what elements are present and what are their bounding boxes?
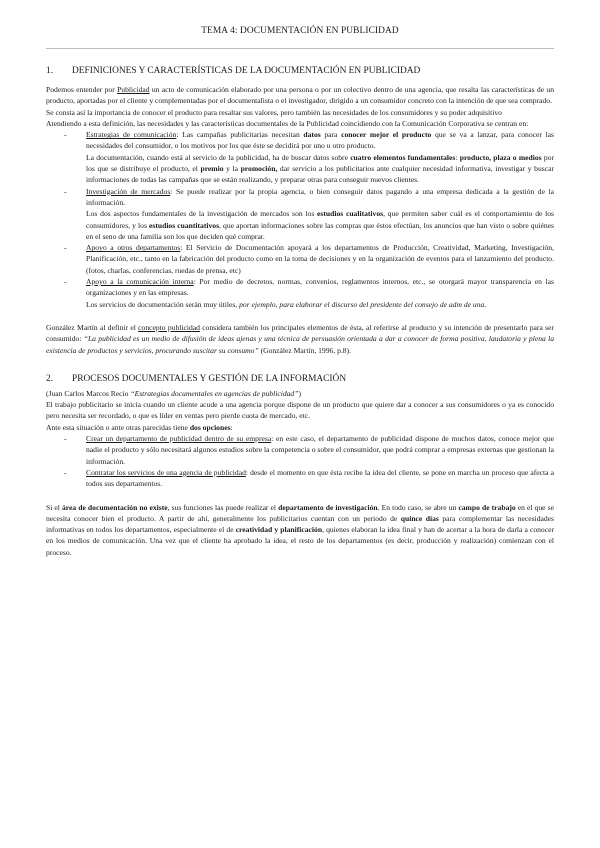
text: por los que se distribuye el producto, el bbox=[86, 152, 554, 174]
text: Ante esta situación o ante otras parecidas tiene bbox=[46, 422, 190, 432]
text: considera también los principales elementos de ésta, al referirse al producto y su intención de presentarlo para ser consumido: bbox=[46, 322, 554, 344]
section-2-closing bbox=[46, 502, 554, 558]
text: producto, plaza o medios bbox=[459, 152, 542, 162]
text: La documentación, cuando está al servicio de la publicidad, ha de buscar datos sobre bbox=[86, 152, 351, 162]
item-heading: Contratar los servicios de una agencia de publicidad bbox=[86, 467, 246, 477]
text: , sus funciones las puede realizar el bbox=[167, 502, 279, 512]
section-1-number: 1. bbox=[46, 66, 54, 76]
text: promoción, bbox=[240, 164, 278, 174]
text: , que permiten saber cuál es el comportamiento de los consumidores, y los bbox=[86, 209, 554, 230]
text: (Juan Carlos Marcos Recio bbox=[46, 388, 131, 398]
list-item-contratar-agencia bbox=[86, 467, 554, 490]
text: , quienes elaboran la idea final y han de acertar a la hora de darla a conocer en los medios de comunicación. Una vez que el cliente ha aprobado la idea, el resto de los departamentos (es decir, producción y realización) comienzan con el proceso. bbox=[46, 525, 554, 557]
text: área de documentación no existe bbox=[61, 502, 168, 512]
section-1-title: DEFINICIONES Y CARACTERÍSTICAS DE LA DOCUMENTACIÓN EN PUBLICIDAD bbox=[72, 66, 421, 76]
text: conocer mejor el producto bbox=[341, 130, 432, 140]
text: que se va a lanzar, para conocer las necesidades del consumidor, o los motivos por los que éste se decidirá por uno u otro producto. bbox=[86, 130, 554, 151]
text: creatividad y planificación bbox=[235, 525, 323, 535]
text: “Estrategias documentales en agencias de publicidad” bbox=[130, 388, 299, 398]
text: : en este caso, el departamento de publicidad dispone de muchos datos, conoce mejor que nadie el producto y sólo necesitará algunos estudios sobre la competencia o sobre el consumidor, que podrá comprar a empresas externas que gestionan la información. bbox=[86, 434, 554, 466]
spacer bbox=[46, 310, 554, 322]
list-item-crear-departamento bbox=[86, 433, 554, 467]
section-2-number: 2. bbox=[46, 373, 54, 384]
text: : Se puede realizar por la propia agencia, o bien conseguir datos pagando a una empresa dedicada a la gestión de la información. bbox=[86, 186, 554, 207]
text: : El Servicio de Documentación apoyará a los departamentos de Producción, Creatividad, Marketing, Investigación, Planificación, etc., tanto en la fabricación del producto como en la toma de decisiones y en la organización de eventos para el lanzamiento del producto. (fotos, charlas, conferencias, ruedas de prensa, etc) bbox=[86, 243, 554, 275]
section-2-title: PROCESOS DOCUMENTALES Y GESTIÓN DE LA INFORMACIÓN bbox=[72, 373, 347, 384]
text: Los servicios de documentación serán muy útiles, bbox=[86, 299, 240, 309]
text: campo de trabajo bbox=[458, 502, 516, 512]
term-publicidad: Publicidad bbox=[117, 85, 150, 94]
text: : Las campañas publicitarias necesitan bbox=[176, 130, 304, 140]
item-heading: Estrategias de comunicación bbox=[86, 130, 177, 140]
text: estudios cuantitativos bbox=[149, 220, 220, 230]
section-2-source bbox=[46, 388, 554, 399]
section-2-paragraph-1: El trabajo publicitario se inicia cuando un cliente acude a una agencia porque dispone de un producto que quiere dar a conocer a sus consumidores o ya es conocido pero necesita ser recordado, o que es líder en ventas pero pierde cuota de mercado, etc. bbox=[46, 400, 554, 421]
text: dos opciones bbox=[189, 422, 231, 432]
list-item-comunicacion-interna bbox=[86, 276, 554, 310]
text: cuatro elementos fundamentales bbox=[350, 152, 456, 162]
text: un acto de comunicación elaborado por una persona o por un colectivo dentro de una agencia, que resalta las características de un producto, aportadas por el cliente y complementadas por el documentalista o el investigador, dirigido a un consumidor concreto con la intención de que sea comprado. bbox=[46, 85, 555, 106]
section-2-paragraph-2 bbox=[46, 422, 554, 433]
section-1-paragraph-2: Se consta así la importancia de conocer el producto para resaltar sus valores, pero también las necesidades de los consumidores y su poder adquisitivo bbox=[46, 107, 502, 117]
text: premio bbox=[200, 164, 224, 174]
text: . En todo caso, se abre un bbox=[377, 502, 459, 512]
text: estudios cualitativos bbox=[317, 209, 384, 219]
text: para complementar las necesidades informativas en todos los departamentos, especialmente el de bbox=[46, 513, 554, 535]
header-divider bbox=[46, 48, 554, 49]
section-1-list bbox=[46, 129, 554, 310]
text: para bbox=[320, 130, 342, 140]
quote: “La publicidad es un medio de difusión de ideas ajenas y una técnica de persuasión orientada a dar a conocer de forma positiva, laudatoria y plena la existencia de productos y servicios, procurando suscitar su consumo” bbox=[46, 334, 554, 355]
text: quince días bbox=[400, 513, 439, 523]
section-2-heading bbox=[46, 374, 554, 384]
text: Si el bbox=[46, 502, 62, 512]
section-1-paragraph-3: Atendiendo a esta definición, las necesidades y las características documentales de la Publicidad coincidiendo con la Comunicación Corporativa se centran en: bbox=[46, 118, 529, 128]
text: y la bbox=[223, 164, 241, 174]
list-item-investigacion bbox=[86, 186, 554, 242]
text: dar servicio a los publicitarios ante cualquier necesidad informativa, investigar y buscar informaciones de todas las campañas que se están realizando, y preparar otras para conseguir nuevos clientes. bbox=[86, 164, 554, 185]
list-item-apoyo-departamentos bbox=[86, 242, 554, 276]
item-heading: Investigación de mercados bbox=[86, 186, 171, 196]
text: Podemos entender por bbox=[46, 85, 118, 94]
text: departamento de investigación bbox=[278, 502, 378, 512]
spacer bbox=[46, 490, 554, 502]
text: González Martín al definir el bbox=[46, 322, 139, 332]
text: : desde el momento en que ésta recibe la idea del cliente, se pone en marcha un proceso que afecta a todos sus departamentos. bbox=[86, 467, 554, 489]
text: , que aportan informaciones sobre las compras que éstos efectúan, los anuncios que han visto o sobre quiénes en el seno de una familia son los que deciden qué comprar. bbox=[86, 220, 555, 241]
text: por ejemplo, para elaborar el discurso del presidente del consejo de adm de una. bbox=[239, 299, 487, 309]
text: : bbox=[230, 422, 233, 432]
document-header bbox=[46, 0, 554, 36]
list-item-estrategias bbox=[86, 129, 554, 185]
item-heading: Apoyo a la comunicación interna bbox=[86, 277, 194, 287]
section-1-heading bbox=[46, 66, 554, 76]
text: : Por medio de decretos, normas, convenios, reglamentos internos, etc., se otorgará mayor transparencia en las organizaciones y en las empresas. bbox=[86, 277, 555, 298]
text: : bbox=[455, 152, 460, 162]
text: Los dos aspectos fundamentales de la investigación de mercados son los bbox=[86, 209, 318, 219]
item-heading: Apoyo a otros departamentos bbox=[86, 243, 181, 253]
text: (González Martín, 1996, p.8). bbox=[258, 345, 352, 355]
text: datos bbox=[303, 130, 321, 140]
item-heading: Crear un departamento de publicidad dentro de su empresa bbox=[86, 434, 272, 444]
term-concepto-publicidad: concepto publicidad bbox=[138, 322, 200, 332]
text: en el que se necesita conocer bien el producto. A partir de ahí, generalmente los publicitarios cuentan con un periodo de bbox=[46, 502, 554, 523]
section-1-closing bbox=[46, 322, 554, 356]
section-2-list bbox=[46, 433, 554, 489]
document-title: TEMA 4: DOCUMENTACIÓN EN PUBLICIDAD bbox=[201, 26, 399, 36]
text: ) bbox=[298, 388, 301, 398]
section-1-intro bbox=[46, 84, 554, 107]
